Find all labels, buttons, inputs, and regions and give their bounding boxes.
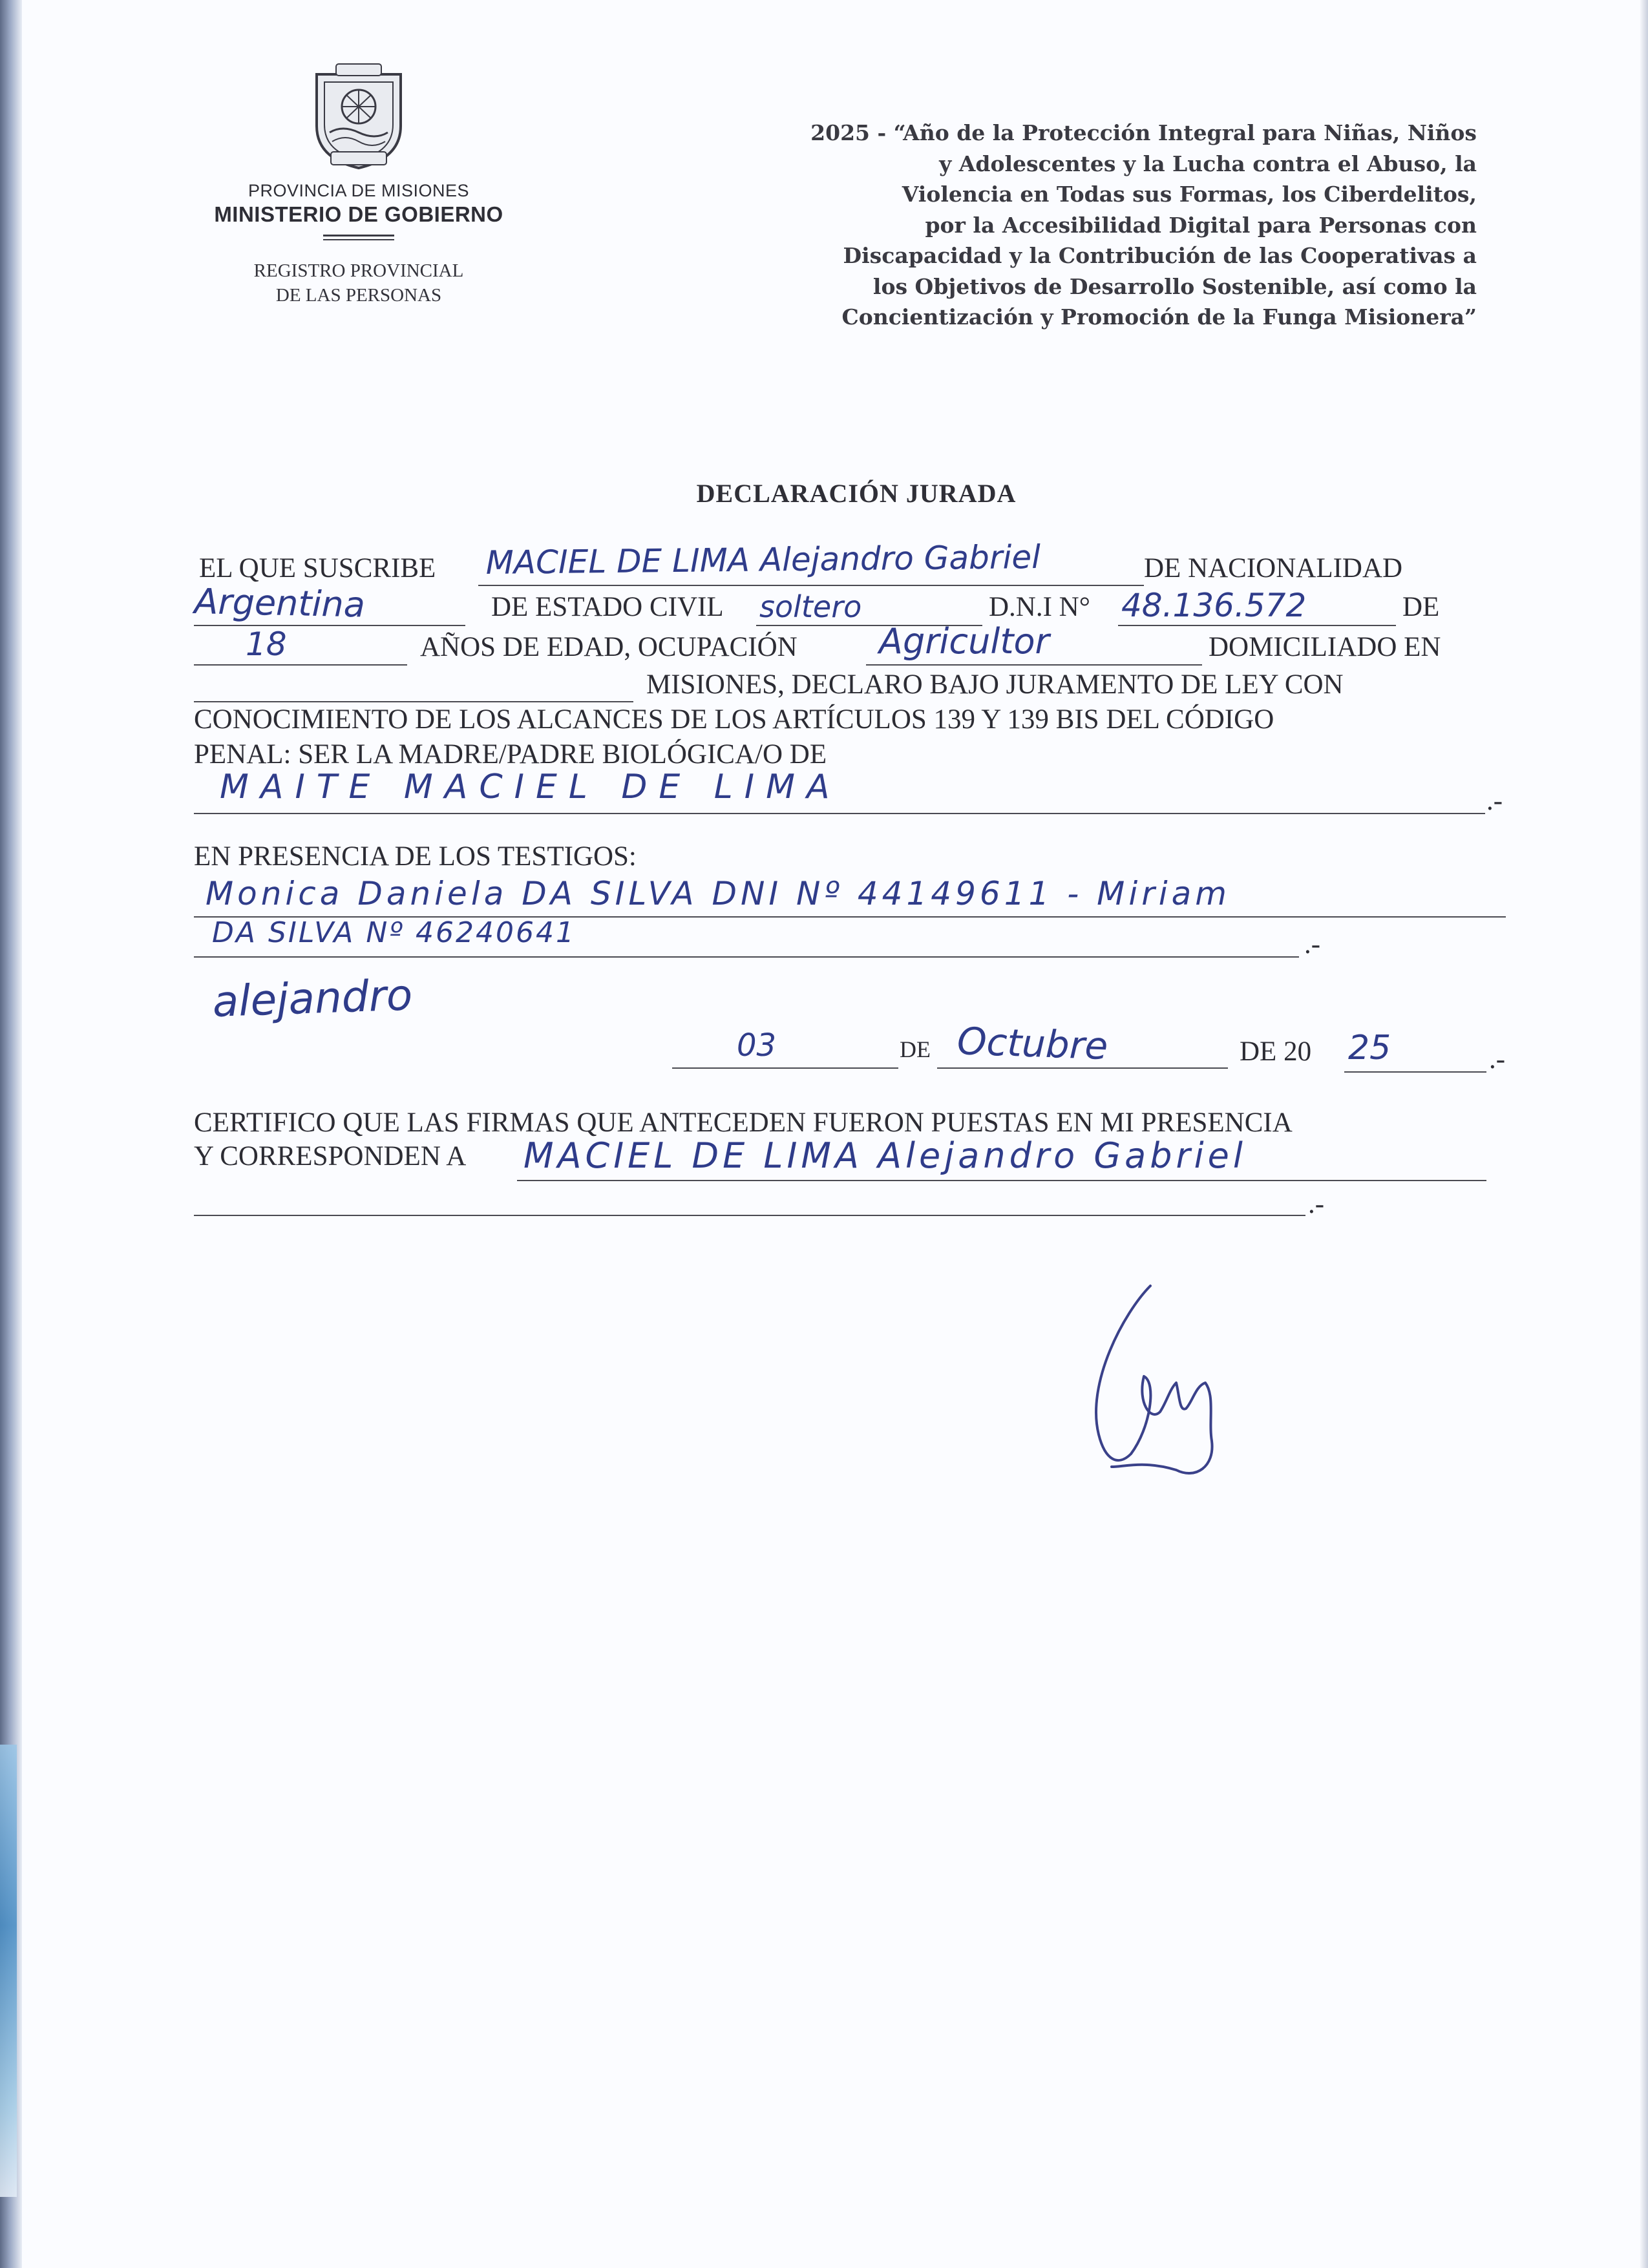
scan-border-right bbox=[1640, 0, 1648, 2268]
handwritten-signature-text: alejandro bbox=[211, 970, 414, 1027]
label-corresponden: Y CORRESPONDEN A bbox=[194, 1141, 467, 1171]
province-name: PROVINCIA DE MISIONES bbox=[248, 181, 470, 200]
address-field-line bbox=[194, 701, 633, 702]
label-de-nacionalidad: DE NACIONALIDAD bbox=[1144, 553, 1403, 583]
registry-name bbox=[213, 258, 504, 308]
motto-line: Discapacidad y la Contribución de las Cooperativas a bbox=[843, 243, 1477, 268]
child-field-line bbox=[194, 813, 1485, 814]
motto-line: Concientización y Promoción de la Funga Misionera” bbox=[841, 304, 1477, 330]
motto-line: y Adolescentes y la Lucha contra el Abuso, la bbox=[939, 151, 1477, 176]
age-field-line bbox=[194, 664, 407, 666]
label-el-que-suscribe: EL QUE SUSCRIBE bbox=[199, 553, 436, 583]
document-title: DECLARACIÓN JURADA bbox=[696, 479, 1017, 508]
province-crest-icon bbox=[304, 61, 414, 171]
label-date-de-year: DE 20 bbox=[1240, 1036, 1312, 1067]
month-field-line bbox=[937, 1067, 1228, 1069]
handwritten-nationality: Argentina bbox=[193, 581, 366, 625]
divider bbox=[323, 235, 394, 236]
label-estado-civil: DE ESTADO CIVIL bbox=[491, 592, 724, 622]
label-testigos: EN PRESENCIA DE LOS TESTIGOS: bbox=[194, 841, 637, 872]
day-field-line bbox=[672, 1067, 898, 1069]
nationality-field-line bbox=[194, 625, 465, 626]
occupation-field-line bbox=[866, 664, 1202, 666]
line-end-mark: .- bbox=[1489, 1044, 1506, 1075]
handwritten-witnesses-line-2: DA SILVA Nº 46240641 bbox=[212, 916, 576, 949]
handwritten-age: 18 bbox=[246, 625, 287, 663]
label-de: DE bbox=[1402, 592, 1440, 622]
label-domiciliado-en: DOMICILIADO EN bbox=[1209, 632, 1441, 662]
registry-line-2: DE LAS PERSONAS bbox=[275, 285, 442, 306]
corresponds-field-line bbox=[517, 1180, 1486, 1181]
scan-artifact bbox=[0, 1745, 17, 2197]
blank-field-line bbox=[194, 1215, 1305, 1216]
label-dni: D.N.I N° bbox=[989, 592, 1090, 622]
year-field-line bbox=[1344, 1071, 1486, 1073]
label-certifico: CERTIFICO QUE LAS FIRMAS QUE ANTECEDEN FUERON PUESTAS EN MI PRESENCIA bbox=[194, 1108, 1293, 1138]
dni-field-line bbox=[1118, 625, 1396, 626]
line-end-mark: .- bbox=[1304, 929, 1321, 960]
motto-line: los Objetivos de Desarrollo Sostenible, así como la bbox=[872, 273, 1477, 299]
divider bbox=[323, 239, 394, 240]
handwritten-corresponds-to: MACIEL DE LIMA Alejandro Gabriel bbox=[523, 1135, 1247, 1176]
label-conocimiento: CONOCIMIENTO DE LOS ALCANCES DE LOS ARTÍCULOS 139 Y 139 BIS DEL CÓDIGO bbox=[194, 704, 1274, 735]
line-end-mark: .- bbox=[1308, 1189, 1325, 1219]
official-signature-icon bbox=[1047, 1273, 1260, 1486]
motto-line: por la Accesibilidad Digital para Personas con bbox=[925, 212, 1477, 238]
registry-line-1: REGISTRO PROVINCIAL bbox=[253, 260, 464, 281]
label-penal: PENAL: SER LA MADRE/PADRE BIOLÓGICA/O DE bbox=[194, 739, 827, 770]
issuing-organization bbox=[200, 181, 517, 240]
year-motto bbox=[659, 118, 1477, 333]
handwritten-occupation: Agricultor bbox=[879, 621, 1050, 662]
line-end-mark: .- bbox=[1486, 786, 1503, 816]
handwritten-witnesses-line-1: Monica Daniela DA SILVA DNI Nº 44149611 - Miriam bbox=[206, 875, 1231, 912]
handwritten-day: 03 bbox=[737, 1027, 777, 1064]
handwritten-dni: 48.136.572 bbox=[1121, 587, 1307, 624]
handwritten-month: Octubre bbox=[956, 1019, 1109, 1069]
handwritten-name: MACIEL DE LIMA Alejandro Gabriel bbox=[485, 538, 1041, 582]
witnesses-field-line-2 bbox=[194, 956, 1299, 958]
handwritten-year: 25 bbox=[1348, 1029, 1391, 1067]
handwritten-civil-status: soltero bbox=[759, 589, 862, 624]
ministry-name: MINISTERIO DE GOBIERNO bbox=[214, 202, 503, 226]
label-misiones-declaro: MISIONES, DECLARO BAJO JURAMENTO DE LEY CON bbox=[646, 669, 1344, 700]
motto-line: Violencia en Todas sus Formas, los Ciberdelitos, bbox=[902, 182, 1477, 207]
name-field-line bbox=[478, 585, 1144, 586]
handwritten-child-name: MAITE MACIEL DE LIMA bbox=[220, 768, 841, 806]
motto-line: 2025 - “Año de la Protección Integral para Niñas, Niños bbox=[810, 120, 1477, 145]
label-date-de: DE bbox=[900, 1036, 931, 1062]
label-anos-ocupacion: AÑOS DE EDAD, OCUPACIÓN bbox=[420, 632, 798, 662]
